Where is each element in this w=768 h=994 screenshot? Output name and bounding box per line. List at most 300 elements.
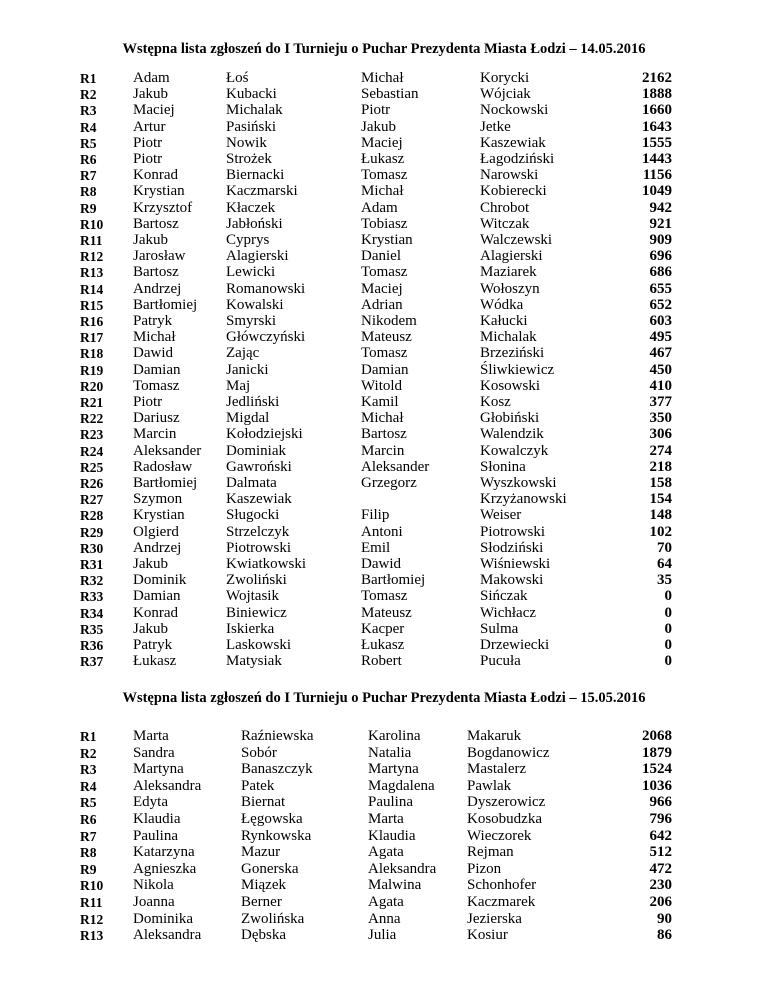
player2-first-name: Aleksandra: [368, 860, 437, 877]
player1-first-name: Aleksandra: [133, 927, 202, 944]
player1-last-name: Zwolińska: [241, 910, 305, 927]
score-cell: 909: [649, 232, 672, 248]
table-row: [0, 828, 768, 845]
player2-first-name: Bartłomiej: [361, 572, 426, 589]
score-cell: 0: [664, 588, 672, 605]
player2-first-name: Krystian: [361, 232, 413, 248]
player1-first-name: Maciej: [133, 102, 175, 119]
player2-last-name: Kobierecki: [480, 183, 547, 200]
player1-first-name: Patryk: [133, 637, 173, 653]
rank-cell: R23: [80, 427, 104, 443]
score-cell: 450: [649, 361, 672, 378]
player2-last-name: Kosobudzka: [467, 811, 542, 827]
player1-first-name: Michał: [133, 329, 176, 346]
player2-first-name: Antoni: [361, 523, 403, 540]
table-row: [0, 475, 768, 492]
rank-cell: R7: [80, 168, 97, 184]
score-cell: 2162: [642, 70, 672, 86]
table-row: [0, 761, 768, 778]
score-cell: 410: [649, 377, 672, 394]
player2-first-name: Filip: [361, 507, 390, 524]
player2-last-name: Kaszewiak: [480, 134, 546, 151]
player1-last-name: Dominiak: [226, 442, 286, 459]
rank-cell: R13: [80, 265, 104, 281]
rank-cell: R2: [80, 745, 97, 761]
player2-last-name: Wyszkowski: [480, 475, 557, 491]
score-cell: 158: [649, 475, 672, 491]
player1-first-name: Jakub: [133, 86, 168, 103]
player2-last-name: Głobiński: [480, 410, 540, 427]
player2-last-name: Kowalczyk: [480, 442, 549, 459]
player2-first-name: Klaudia: [368, 827, 416, 844]
player2-last-name: Krzyżanowski: [480, 491, 567, 508]
player1-first-name: Nikola: [133, 877, 174, 894]
rank-cell: R28: [80, 508, 104, 524]
player2-first-name: Aleksander: [361, 458, 430, 475]
player1-last-name: Patek: [241, 777, 275, 794]
table-row: [0, 151, 768, 168]
score-cell: 35: [657, 572, 672, 589]
player2-last-name: Piotrowski: [480, 523, 546, 540]
table-row: [0, 861, 768, 878]
table-row: [0, 911, 768, 928]
player1-last-name: Sobór: [241, 744, 277, 761]
rank-cell: R27: [80, 492, 104, 508]
rank-cell: R11: [80, 233, 103, 248]
player2-last-name: Mastalerz: [467, 761, 527, 778]
player1-first-name: Katarzyna: [133, 844, 195, 861]
score-cell: 1524: [642, 761, 672, 778]
score-cell: 467: [649, 345, 672, 362]
player1-first-name: Olgierd: [133, 523, 179, 540]
player2-last-name: Brzeziński: [480, 345, 545, 362]
player2-last-name: Wołoszyn: [480, 280, 540, 297]
player2-last-name: Nockowski: [480, 102, 549, 119]
player2-last-name: Bogdanowicz: [467, 744, 550, 761]
player1-first-name: Andrzej: [133, 280, 182, 297]
player2-last-name: Makaruk: [467, 728, 522, 744]
player2-first-name: Karolina: [368, 728, 421, 744]
score-cell: 2068: [642, 728, 672, 744]
player1-last-name: Matysiak: [226, 653, 282, 670]
rank-cell: R3: [80, 762, 97, 778]
player2-first-name: Łukasz: [361, 637, 405, 653]
score-cell: 306: [649, 426, 672, 443]
rank-cell: R11: [80, 895, 103, 910]
player2-first-name: Adrian: [361, 296, 403, 313]
table-row: [0, 605, 768, 622]
table-row: [0, 459, 768, 476]
player1-last-name: Dalmata: [226, 475, 277, 491]
player2-first-name: Martyna: [368, 761, 419, 778]
table-row: [0, 653, 768, 670]
player2-last-name: Pawlak: [467, 777, 512, 794]
score-cell: 642: [649, 827, 672, 844]
player2-first-name: Bartosz: [361, 426, 407, 443]
player1-first-name: Bartosz: [133, 264, 179, 281]
player2-first-name: Paulina: [368, 794, 413, 811]
rank-cell: R12: [80, 911, 104, 927]
player2-first-name: Tomasz: [361, 264, 408, 281]
table-row: [0, 637, 768, 654]
rank-cell: R5: [80, 135, 97, 151]
table-row: [0, 844, 768, 861]
score-cell: 350: [649, 410, 672, 427]
rank-cell: R7: [80, 828, 97, 844]
rank-cell: R14: [80, 281, 104, 297]
player2-first-name: Tomasz: [361, 167, 408, 184]
table-row: [0, 86, 768, 103]
score-cell: 686: [649, 264, 672, 281]
player2-last-name: Słodziński: [480, 539, 544, 556]
rank-cell: R34: [80, 605, 104, 621]
player1-last-name: Miązek: [241, 877, 286, 894]
player2-first-name: Maciej: [361, 134, 403, 151]
table-row: [0, 572, 768, 589]
table-row: [0, 313, 768, 330]
table-row: [0, 927, 768, 944]
player2-first-name: Marta: [368, 811, 404, 827]
player1-first-name: Radosław: [133, 458, 193, 475]
player1-last-name: Zając: [226, 345, 260, 362]
player2-last-name: Witczak: [480, 215, 530, 232]
table-row: [0, 329, 768, 346]
score-cell: 64: [657, 556, 672, 572]
table-row: [0, 410, 768, 427]
player1-last-name: Lewicki: [226, 264, 276, 281]
table-row: [0, 248, 768, 265]
player1-first-name: Dominika: [133, 910, 193, 927]
score-cell: 86: [657, 927, 672, 944]
player1-first-name: Dariusz: [133, 410, 180, 427]
player1-last-name: Kaszewiak: [226, 491, 292, 508]
rank-cell: R4: [80, 778, 97, 794]
rank-cell: R31: [80, 557, 104, 572]
player1-first-name: Konrad: [133, 167, 178, 184]
player2-first-name: Grzegorz: [361, 475, 417, 491]
player2-last-name: Wiśniewski: [480, 556, 551, 572]
table-row: [0, 556, 768, 573]
score-cell: 655: [649, 280, 672, 297]
score-cell: 942: [649, 199, 672, 216]
table-row: [0, 362, 768, 379]
rank-cell: R8: [80, 184, 97, 200]
player1-first-name: Damian: [133, 588, 181, 605]
player1-first-name: Dominik: [133, 572, 187, 589]
player1-last-name: Smyrski: [226, 313, 277, 329]
table-row: [0, 200, 768, 217]
player2-first-name: Agata: [368, 844, 404, 861]
player1-last-name: Romanowski: [226, 280, 306, 297]
player2-first-name: Piotr: [361, 102, 391, 119]
player2-first-name: Natalia: [368, 744, 412, 761]
rank-cell: R29: [80, 524, 104, 540]
player1-last-name: Michalak: [226, 102, 283, 119]
player2-last-name: Łagodziński: [480, 151, 555, 167]
rank-cell: R6: [80, 152, 97, 167]
player1-first-name: Damian: [133, 361, 181, 378]
rank-cell: R1: [80, 71, 97, 86]
player1-first-name: Krzysztof: [133, 199, 193, 216]
player1-last-name: Kowalski: [226, 296, 284, 313]
player1-last-name: Sługocki: [226, 507, 280, 524]
player2-last-name: Weiser: [480, 507, 522, 524]
player1-first-name: Bartłomiej: [133, 296, 198, 313]
player1-last-name: Kaczmarski: [226, 183, 298, 200]
rank-cell: R9: [80, 861, 97, 877]
player2-last-name: Narowski: [480, 167, 539, 184]
player2-first-name: Kamil: [361, 394, 399, 410]
rank-cell: R13: [80, 928, 104, 944]
player2-last-name: Wichłacz: [480, 604, 537, 621]
player1-last-name: Biniewicz: [226, 604, 287, 621]
player2-first-name: Daniel: [361, 248, 401, 265]
player2-first-name: Robert: [361, 653, 402, 670]
rank-cell: R22: [80, 411, 104, 427]
rank-cell: R2: [80, 87, 97, 103]
player1-last-name: Alagierski: [226, 248, 289, 265]
score-cell: 1156: [642, 167, 672, 184]
score-cell: 70: [657, 539, 672, 556]
table-row: [0, 491, 768, 508]
player2-last-name: Korycki: [480, 70, 530, 86]
score-cell: 1643: [642, 118, 672, 135]
score-cell: 377: [649, 394, 672, 410]
player1-first-name: Aleksandra: [133, 777, 202, 794]
player2-first-name: Damian: [361, 361, 409, 378]
score-cell: 696: [649, 248, 672, 265]
player2-last-name: Rejman: [467, 844, 514, 861]
score-cell: 154: [649, 491, 672, 508]
rank-cell: R15: [80, 297, 104, 313]
player1-last-name: Łęgowska: [241, 811, 303, 827]
player1-last-name: Gonerska: [241, 860, 299, 877]
player2-first-name: Michał: [361, 410, 404, 427]
player2-first-name: Łukasz: [361, 151, 405, 167]
score-cell: 796: [649, 811, 672, 827]
rank-cell: R33: [80, 589, 104, 605]
rank-cell: R20: [80, 378, 104, 394]
player1-first-name: Marcin: [133, 426, 177, 443]
score-cell: 966: [649, 794, 672, 811]
score-cell: 1443: [642, 151, 672, 167]
player1-first-name: Aleksander: [133, 442, 202, 459]
player1-first-name: Jarosław: [133, 248, 186, 265]
player1-first-name: Szymon: [133, 491, 183, 508]
table-row: [0, 524, 768, 541]
player1-last-name: Janicki: [226, 361, 269, 378]
player2-last-name: Sińczak: [480, 588, 528, 605]
player1-last-name: Główczyński: [226, 329, 306, 346]
rank-cell: R10: [80, 216, 104, 232]
player1-last-name: Rynkowska: [241, 827, 312, 844]
player2-last-name: Chrobot: [480, 199, 530, 216]
player2-first-name: Malwina: [368, 877, 422, 894]
score-cell: 512: [649, 844, 672, 861]
player2-first-name: Witold: [361, 377, 403, 394]
player2-first-name: Tobiasz: [361, 215, 408, 232]
score-cell: 652: [649, 296, 672, 313]
score-cell: 1879: [642, 744, 672, 761]
rank-cell: R26: [80, 476, 104, 491]
table-row: [0, 794, 768, 811]
player2-last-name: Kałucki: [480, 313, 528, 329]
player1-last-name: Jedliński: [226, 394, 280, 410]
score-cell: 0: [664, 653, 672, 670]
player2-first-name: Tomasz: [361, 588, 408, 605]
rank-cell: R5: [80, 795, 97, 811]
player1-first-name: Krystian: [133, 507, 185, 524]
rank-cell: R17: [80, 330, 104, 346]
section-2-title: Wstępna lista zgłoszeń do I Turnieju o Puchar Prezydenta Miasta Łodzi – 15.05.2016: [122, 690, 646, 706]
player1-last-name: Kołodziejski: [226, 426, 303, 443]
score-cell: 1555: [642, 134, 672, 151]
player2-first-name: Nikodem: [361, 313, 417, 329]
player1-last-name: Dębska: [241, 927, 286, 944]
player2-last-name: Makowski: [480, 572, 544, 589]
player2-last-name: Kosz: [480, 394, 511, 410]
player1-first-name: Klaudia: [133, 811, 181, 827]
player1-last-name: Gawroński: [226, 458, 292, 475]
player2-last-name: Jetke: [480, 118, 511, 135]
player2-first-name: Adam: [361, 199, 398, 216]
player1-last-name: Iskierka: [226, 620, 275, 637]
score-cell: 603: [649, 313, 672, 329]
player2-last-name: Wieczorek: [467, 827, 532, 844]
player1-first-name: Łukasz: [133, 653, 177, 670]
player1-last-name: Kłaczek: [226, 199, 276, 216]
player2-last-name: Pucuła: [480, 653, 521, 670]
player2-last-name: Kosowski: [480, 377, 541, 394]
player2-last-name: Dyszerowicz: [467, 794, 546, 811]
score-cell: 0: [664, 604, 672, 621]
score-cell: 274: [649, 442, 672, 459]
player1-first-name: Andrzej: [133, 539, 182, 556]
player1-last-name: Piotrowski: [226, 539, 292, 556]
player2-last-name: Jezierska: [467, 910, 522, 927]
player1-first-name: Agnieszka: [133, 860, 197, 877]
table-row: [0, 507, 768, 524]
player2-last-name: Walczewski: [480, 232, 553, 248]
player1-last-name: Mazur: [241, 844, 281, 861]
player2-first-name: Mateusz: [361, 329, 412, 346]
rank-cell: R37: [80, 654, 104, 670]
player2-first-name: Julia: [368, 927, 397, 944]
table-row: [0, 102, 768, 119]
player2-first-name: Dawid: [361, 556, 401, 572]
score-cell: 1660: [642, 102, 672, 119]
rank-cell: R21: [80, 395, 104, 410]
player1-last-name: Nowik: [226, 134, 267, 151]
player2-last-name: Wódka: [480, 296, 524, 313]
score-cell: 148: [649, 507, 672, 524]
rank-cell: R24: [80, 443, 104, 459]
player1-first-name: Konrad: [133, 604, 178, 621]
player1-first-name: Adam: [133, 70, 170, 86]
player2-last-name: Walendzik: [480, 426, 544, 443]
score-cell: 0: [664, 620, 672, 637]
player2-last-name: Słonina: [480, 458, 526, 475]
table-row: [0, 540, 768, 557]
player1-first-name: Piotr: [133, 151, 163, 167]
table-row: [0, 621, 768, 638]
score-cell: 495: [649, 329, 672, 346]
table-row: [0, 281, 768, 298]
player2-first-name: Kacper: [361, 620, 405, 637]
player2-last-name: Śliwkiewicz: [480, 361, 555, 378]
score-cell: 1049: [642, 183, 672, 200]
rank-cell: R16: [80, 314, 104, 329]
table-row: [0, 135, 768, 152]
table-row: [0, 811, 768, 828]
player1-first-name: Edyta: [133, 794, 168, 811]
table-row: [0, 745, 768, 762]
rank-cell: R8: [80, 845, 97, 861]
player1-last-name: Wojtasik: [226, 588, 279, 605]
player1-last-name: Cyprys: [226, 232, 270, 248]
table-row: [0, 264, 768, 281]
player1-last-name: Pasiński: [226, 118, 277, 135]
player1-first-name: Dawid: [133, 345, 173, 362]
player2-last-name: Drzewiecki: [480, 637, 550, 653]
player2-first-name: Maciej: [361, 280, 403, 297]
player2-first-name: Anna: [368, 910, 401, 927]
player1-first-name: Marta: [133, 728, 169, 744]
rank-cell: R18: [80, 346, 104, 362]
player2-first-name: Michał: [361, 70, 404, 86]
score-cell: 230: [649, 877, 672, 894]
table-row: [0, 426, 768, 443]
table-row: [0, 183, 768, 200]
score-cell: 1036: [642, 777, 672, 794]
table-row: [0, 167, 768, 184]
rank-cell: R3: [80, 103, 97, 119]
table-row: [0, 728, 768, 745]
table-row: [0, 588, 768, 605]
score-cell: 472: [649, 860, 672, 877]
player1-last-name: Biernat: [241, 794, 286, 811]
player2-last-name: Alagierski: [480, 248, 543, 265]
player1-last-name: Łoś: [226, 70, 249, 86]
player2-last-name: Kosiur: [467, 927, 508, 944]
player1-last-name: Kwiatkowski: [226, 556, 306, 572]
score-cell: 921: [649, 215, 672, 232]
player1-last-name: Migdal: [226, 410, 270, 427]
table-row: [0, 443, 768, 460]
player2-first-name: Emil: [361, 539, 391, 556]
player1-first-name: Bartosz: [133, 215, 179, 232]
player1-last-name: Biernacki: [226, 167, 285, 184]
player2-first-name: Michał: [361, 183, 404, 200]
score-cell: 90: [657, 910, 672, 927]
rank-cell: R25: [80, 459, 104, 475]
player2-first-name: Jakub: [361, 118, 396, 135]
player1-first-name: Martyna: [133, 761, 184, 778]
player1-last-name: Zwoliński: [226, 572, 287, 589]
player1-first-name: Jakub: [133, 556, 168, 572]
player2-first-name: Agata: [368, 894, 404, 910]
player2-last-name: Wójciak: [480, 86, 531, 103]
rank-cell: R19: [80, 362, 104, 378]
rank-cell: R12: [80, 249, 104, 265]
table-row: [0, 345, 768, 362]
score-cell: 0: [664, 637, 672, 653]
player1-last-name: Jabłoński: [226, 215, 283, 232]
rank-cell: R1: [80, 729, 97, 744]
table-row: [0, 119, 768, 136]
player1-first-name: Patryk: [133, 313, 173, 329]
section-1-title: Wstępna lista zgłoszeń do I Turnieju o Puchar Prezydenta Miasta Łodzi – 14.05.2016: [122, 41, 646, 57]
